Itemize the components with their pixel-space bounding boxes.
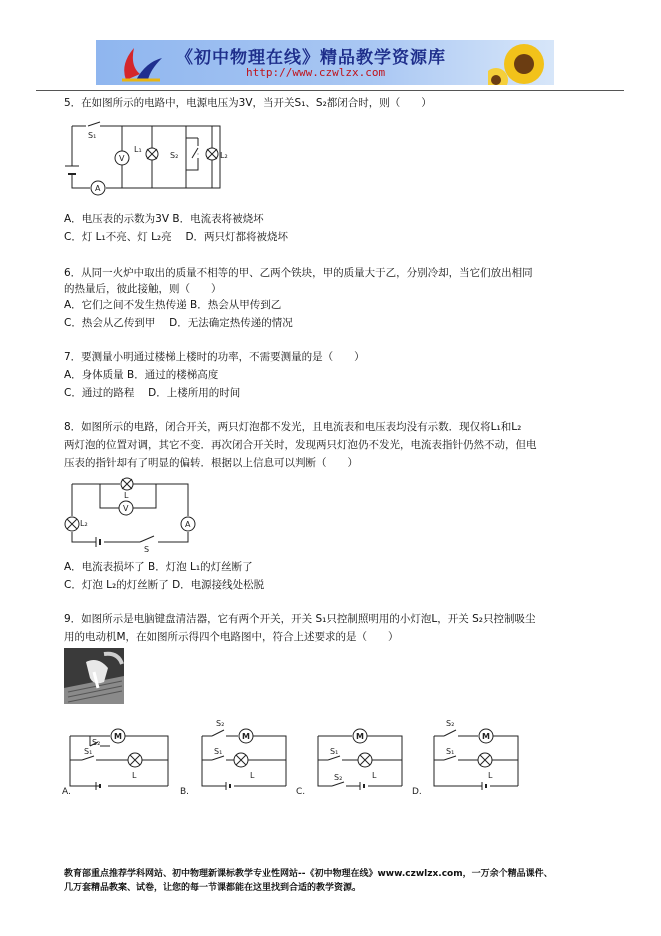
q5-label-l2: L₂ bbox=[220, 151, 228, 160]
q9-a-letter: A. bbox=[62, 787, 71, 797]
banner-url: http://www.czwlzx.com bbox=[246, 66, 386, 79]
q6-option-ab: A．它们之间不发生热传递 B．热会从甲传到乙 bbox=[64, 299, 282, 311]
q5-label-l1: L₁ bbox=[134, 145, 142, 154]
q5-option-ab: A．电压表的示数为3V B．电流表将被烧坏 bbox=[64, 213, 264, 225]
q9-c-mid-switch-label: S₁ bbox=[330, 747, 339, 756]
footer-line-1: 教育部重点推荐学科网站、初中物理新课标教学专业性网站--《初中物理在线》www.czwlzx.com，一万余个精品课件、 bbox=[64, 869, 553, 879]
q8-label-s: S bbox=[144, 545, 150, 554]
q9-option-c bbox=[296, 712, 426, 798]
q8-circuit-diagram bbox=[60, 474, 210, 554]
q5-label-s2: S₂ bbox=[170, 151, 179, 160]
q9-b-letter: B. bbox=[180, 787, 190, 797]
q5-label-s1: S₁ bbox=[88, 131, 97, 140]
q9-c-letter: C. bbox=[296, 787, 306, 797]
q9-a-bot-switch-label: S₁ bbox=[84, 747, 93, 756]
q8-label-l2: L₂ bbox=[80, 519, 88, 528]
q9-d-top-switch-label: S₂ bbox=[446, 719, 455, 728]
q9-d-letter: D. bbox=[412, 787, 422, 797]
q9-c-bot-switch-label: S₂ bbox=[334, 773, 343, 782]
logo-icon bbox=[116, 44, 166, 82]
q8-option-cd: C．灯泡 L₂的灯丝断了 D．电源接线处松脱 bbox=[64, 579, 265, 591]
q7-option-cd: C．通过的路程 D．上楼所用的时间 bbox=[64, 387, 241, 399]
q9-d-motor-label: M bbox=[482, 732, 490, 741]
q8-label-v: V bbox=[123, 504, 129, 513]
q5-stem: 5．在如图所示的电路中，电源电压为3V，当开关S₁、S₂都闭合时，则（ ） bbox=[64, 97, 432, 109]
sunflower-icon bbox=[488, 40, 554, 85]
q9-stem-1: 9．如图所示是电脑键盘清洁器，它有两个开关，开关 S₁只控制照明用的小灯泡L，开关 S₂只控制吸尘 bbox=[64, 613, 536, 625]
banner-title: 《初中物理在线》精品教学资源库 bbox=[176, 48, 446, 68]
footer-line-2: 几万套精品教案、试卷，让您的每一节课都能在这里找到合适的教学资源。 bbox=[64, 883, 362, 893]
q8-label-a: A bbox=[185, 520, 191, 529]
q8-stem-1: 8．如图所示的电路，闭合开关，两只灯泡都不发光，且电流表和电压表均没有示数．现仅将L₁和L₂ bbox=[64, 421, 522, 433]
q9-a-lamp-label: L bbox=[132, 771, 137, 780]
q9-b-top-switch-label: S₂ bbox=[216, 719, 225, 728]
q5-circuit-diagram bbox=[60, 118, 230, 198]
q9-b-lamp-label: L bbox=[250, 771, 255, 780]
q8-stem-3: 压表的指针却有了明显的偏转．根据以上信息可以判断（ ） bbox=[64, 457, 358, 469]
q9-c-motor-label: M bbox=[356, 732, 364, 741]
q9-stem-2: 用的电动机M，在如图所示得四个电路图中，符合上述要求的是（ ） bbox=[64, 631, 399, 643]
q6-stem-1: 6．从同一火炉中取出的质量不相等的甲、乙两个铁块，甲的质量大于乙，分别冷却，当它们放出相同 bbox=[64, 267, 533, 279]
q9-b-bot-switch-label: S₁ bbox=[214, 747, 223, 756]
q9-option-a bbox=[62, 712, 192, 798]
q6-option-cd: C．热会从乙传到甲 D．无法确定热传递的情况 bbox=[64, 317, 293, 329]
q9-option-b bbox=[180, 712, 310, 798]
q5-option-cd: C．灯 L₁不亮、灯 L₂亮 D．两只灯都将被烧坏 bbox=[64, 231, 289, 243]
q8-label-l1: L bbox=[124, 491, 129, 500]
q7-option-ab: A．身体质量 B．通过的楼梯高度 bbox=[64, 369, 219, 381]
q8-option-ab: A．电流表损坏了 B．灯泡 L₁的灯丝断了 bbox=[64, 561, 253, 573]
q9-a-mid-switch-label: S₂ bbox=[92, 738, 101, 747]
header-banner bbox=[96, 40, 554, 85]
q7-stem: 7．要测量小明通过楼梯上楼时的功率，不需要测量的是（ ） bbox=[64, 351, 365, 363]
q9-d-lamp-label: L bbox=[488, 771, 493, 780]
q9-d-mid-switch-label: S₁ bbox=[446, 747, 455, 756]
q9-option-d bbox=[412, 712, 542, 798]
q9-c-lamp-label: L bbox=[372, 771, 377, 780]
q8-stem-2: 两灯泡的位置对调，其它不变．再次闭合开关时，发现两只灯泡仍不发光，电流表指针仍然不动，但电 bbox=[64, 439, 537, 451]
q5-label-a: A bbox=[95, 184, 101, 193]
q6-stem-2: 的热量后，彼此接触，则（ ） bbox=[64, 283, 222, 295]
q9-b-motor-label: M bbox=[242, 732, 250, 741]
header-rule bbox=[36, 90, 624, 91]
q5-label-v: V bbox=[119, 154, 125, 163]
keyboard-cleaner-photo bbox=[64, 648, 124, 704]
q9-a-motor-label: M bbox=[114, 732, 122, 741]
